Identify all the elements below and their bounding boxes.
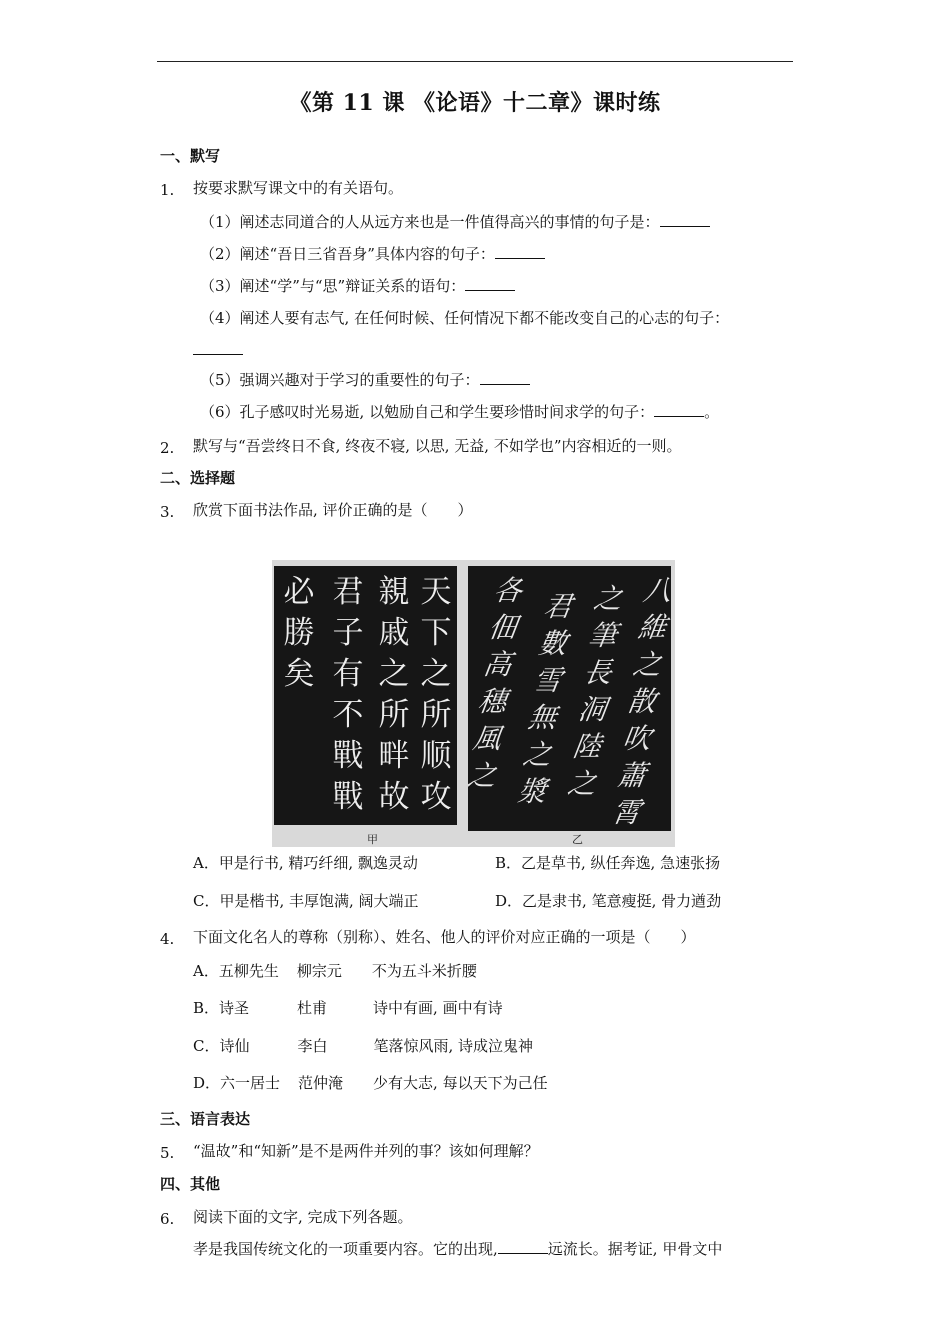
- calligraphy-character: 戚: [378, 615, 410, 651]
- jia-column-3: [331, 572, 365, 818]
- question-number-3: 3.: [160, 503, 175, 521]
- page-title: 《第 11 课 《论语》十二章》课时练: [289, 90, 661, 116]
- q1-item-6: （6）孔子感叹时光易逝, 以勉励自己和学生要珍惜时间求学的句子： 。: [200, 403, 720, 421]
- calligraphy-character: 戰: [332, 738, 364, 774]
- calligraphy-character: 數: [536, 627, 570, 660]
- section-heading-3: 三、语言表达: [160, 1110, 251, 1128]
- q4-option-c[interactable]: C．诗仙 李白 笔落惊风雨, 诗成泣鬼神: [193, 1037, 534, 1055]
- calligraphy-character: 親: [378, 574, 410, 610]
- answer-blank[interactable]: [193, 340, 243, 355]
- jia-column-4: [282, 572, 316, 695]
- calligraphy-character: 所: [420, 697, 452, 733]
- calligraphy-yi: [465, 566, 674, 831]
- calligraphy-character: 無: [526, 701, 559, 734]
- question-number-4: 4.: [160, 930, 175, 948]
- calligraphy-character: 矣: [283, 656, 315, 692]
- calligraphy-character: 顺: [420, 738, 452, 774]
- calligraphy-character: 之: [591, 582, 625, 615]
- calligraphy-character: 君: [541, 590, 575, 623]
- calligraphy-character: 必: [283, 574, 315, 610]
- question-number-2: 2.: [160, 439, 175, 457]
- question-stem-5: “温故”和“知新”是不是两件并列的事？该如何理解？: [193, 1142, 539, 1160]
- q1-item-2: （2）阐述“吾日三省吾身”具体内容的句子：: [200, 244, 545, 264]
- yi-column-4: [462, 572, 527, 794]
- calligraphy-character: 洞: [576, 693, 609, 726]
- question-stem-4: 下面文化名人的尊称（别称）、姓名、他人的评价对应正确的一项是（ ）: [193, 928, 696, 946]
- q3-option-a[interactable]: A．甲是行书, 精巧纤细, 飘逸灵动: [193, 854, 418, 872]
- jia-column-2: [377, 572, 411, 818]
- q1-item-4-blank: [193, 340, 243, 360]
- calligraphy-character: 所: [378, 697, 410, 733]
- calligraphy-character: 之: [465, 759, 499, 792]
- q1-item-4: （4）阐述人要有志气, 在任何时候、任何情况下都不能改变自己的心志的句子：: [200, 309, 730, 327]
- calligraphy-character: 漿: [515, 775, 549, 808]
- q1-item-1: （1）阐述志同道合的人从远方来也是一件值得高兴的事情的句子是：: [200, 212, 710, 232]
- calligraphy-character: 雪: [531, 664, 564, 697]
- calligraphy-character: 之: [520, 738, 554, 771]
- question-number-1: 1.: [160, 181, 175, 199]
- answer-blank[interactable]: [465, 276, 515, 291]
- calligraphy-character: 子: [332, 615, 364, 651]
- calligraphy-character: 天: [420, 574, 452, 610]
- calligraphy-character: 之: [630, 648, 664, 681]
- q4-option-a[interactable]: A．五柳先生 柳宗元 不为五斗米折腰: [193, 962, 477, 980]
- question-stem-2: 默写与“吾尝终日不食, 终夜不寝, 以思, 无益, 不如学也”内容相近的一则。: [193, 437, 682, 455]
- calligraphy-character: 八: [641, 574, 674, 607]
- section-heading-1: 一、默写: [160, 147, 221, 165]
- calligraphy-character: 戰: [332, 779, 364, 815]
- answer-blank[interactable]: [498, 1239, 548, 1254]
- calligraphy-character: 攻: [420, 779, 452, 815]
- calligraphy-character: 之: [565, 767, 599, 800]
- calligraphy-character: 有: [332, 656, 364, 692]
- answer-blank[interactable]: [480, 370, 530, 385]
- calligraphy-character: 高: [481, 648, 514, 681]
- calligraphy-character: 下: [420, 615, 452, 651]
- calligraphy-character: 故: [378, 779, 410, 815]
- q3-option-c[interactable]: C．甲是楷书, 丰厚饱满, 阔大端正: [193, 892, 419, 910]
- calligraphy-character: 佃: [486, 611, 520, 644]
- question-stem-6: 阅读下面的文字, 完成下列各题。: [193, 1208, 413, 1226]
- answer-blank[interactable]: [495, 244, 545, 259]
- section-heading-2: 二、选择题: [160, 469, 236, 487]
- calligraphy-character: 畔: [378, 738, 410, 774]
- calligraphy-jia: [274, 566, 457, 825]
- calligraphy-character: 長: [581, 656, 614, 689]
- q3-option-b[interactable]: B．乙是草书, 纵任奔逸, 急速张扬: [495, 854, 721, 872]
- q6-passage-line: 孝是我国传统文化的一项重要内容。它的出现, 远流长。据考证, 甲骨文中: [193, 1240, 723, 1258]
- caption-jia: 甲: [367, 833, 378, 846]
- calligraphy-character: 各: [491, 574, 525, 607]
- q1-item-3: （3）阐述“学”与“思”辩证关系的语句：: [200, 276, 515, 296]
- header-rule: [157, 61, 793, 62]
- calligraphy-character: 陸: [570, 730, 604, 763]
- calligraphy-character: 勝: [283, 615, 315, 651]
- calligraphy-character: 不: [332, 697, 364, 733]
- question-number-5: 5.: [160, 1144, 175, 1162]
- answer-blank[interactable]: [654, 402, 704, 417]
- question-stem-3: 欣赏下面书法作品, 评价正确的是（ ）: [193, 501, 473, 519]
- jia-column-1: [419, 572, 453, 818]
- q4-option-d[interactable]: D．六一居士 范仲淹 少有大志, 每以天下为己任: [193, 1074, 548, 1092]
- q3-option-d[interactable]: D．乙是隶书, 笔意瘦挺, 骨力遒劲: [495, 892, 722, 910]
- calligraphy-image: [272, 560, 675, 847]
- calligraphy-character: 散: [625, 685, 659, 718]
- calligraphy-character: 穗: [476, 685, 509, 718]
- calligraphy-character: 維: [636, 611, 669, 644]
- answer-blank[interactable]: [660, 212, 710, 227]
- section-heading-4: 四、其他: [160, 1175, 221, 1193]
- calligraphy-character: 筆: [586, 619, 620, 652]
- calligraphy-character: 蕭: [615, 759, 648, 792]
- calligraphy-character: 吹: [620, 722, 654, 755]
- calligraphy-character: 之: [378, 656, 410, 692]
- calligraphy-character: 君: [332, 574, 364, 610]
- question-stem-1: 按要求默写课文中的有关语句。: [193, 179, 404, 197]
- calligraphy-character: 霄: [610, 796, 643, 829]
- caption-yi: 乙: [572, 833, 583, 846]
- q1-item-5: （5）强调兴趣对于学习的重要性的句子：: [200, 370, 530, 390]
- calligraphy-character: 風: [470, 722, 504, 755]
- calligraphy-character: 之: [420, 656, 452, 692]
- q4-option-b[interactable]: B．诗圣 杜甫 诗中有画, 画中有诗: [193, 999, 503, 1017]
- question-number-6: 6.: [160, 1210, 175, 1228]
